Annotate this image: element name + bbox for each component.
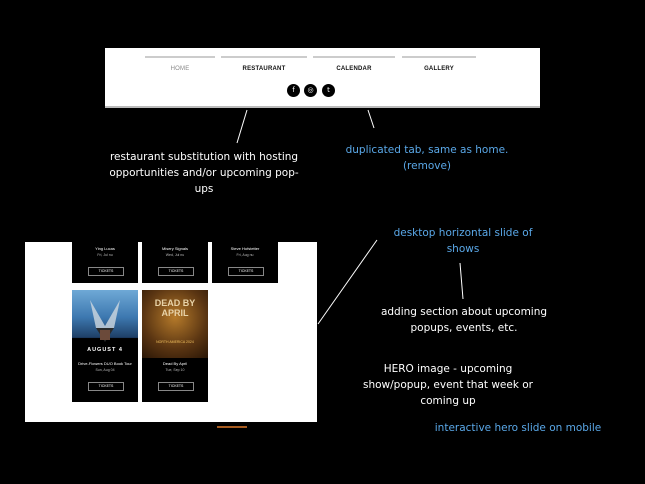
note-desktop-slide [375,225,551,257]
note-hero [350,361,546,409]
tab-restaurant-label: RESTAURANT [242,66,286,72]
section-pointer-line [460,263,463,299]
show-name: Dead By April [162,361,188,366]
show-card[interactable] [142,242,208,283]
note-restaurant-line3: ups [194,183,214,195]
show-card[interactable] [142,290,208,402]
note-restaurant [98,149,310,197]
tickets-button[interactable]: TICKETS [158,267,194,276]
note-duplicated-line2: (remove) [402,160,452,172]
show-card[interactable] [72,242,138,283]
note-restaurant-line2: opportunities and/or upcoming pop- [109,167,299,179]
tickets-button[interactable]: TICKETS [228,267,264,276]
note-restaurant-line1: restaurant substitution with hosting [109,151,299,163]
note-hero-line2: show/popup, event that week or [363,379,533,391]
show-name: Drive-Flowers DUO Book Tour [78,361,132,366]
show-card[interactable] [72,290,138,402]
note-popups-line2: popups, events, etc. [410,322,518,334]
note-hero-line3: coming up [420,395,476,407]
facebook-icon[interactable]: f [287,84,300,97]
note-desktop-slide-line1: desktop horizontal slide of [393,227,533,239]
note-hero-line1: HERO image - upcoming [383,363,513,375]
tab-home-label: HOME [170,66,190,72]
note-mobile: interactive hero slide on mobile [434,422,602,434]
show-date: Fri, Jul nu [97,253,113,257]
tickets-button[interactable]: TICKETS [88,267,124,276]
poster-date-text: AUGUST 4 [87,347,123,353]
note-popups-section [368,304,560,336]
tickets-button[interactable]: TICKETS [158,382,194,391]
show-date: Sun, Aug 04 [95,368,115,372]
shows-mockup [25,242,317,422]
show-date: Wed, Jul nu [165,253,185,257]
note-duplicated-line1: duplicated tab, same as home. [345,144,509,156]
note-desktop-slide-line2: shows [446,243,480,255]
note-popups-line1: adding section about upcoming [380,306,548,318]
show-name: Ying Lucas [95,246,115,251]
duplicated-pointer-line [368,110,374,128]
show-poster [142,290,208,358]
note-duplicated [336,142,518,174]
show-date: Fri, Aug nu [236,253,254,257]
show-date: Tue, Sep 10 [165,368,185,372]
restaurant-pointer-line [237,110,247,143]
tab-gallery-label: GALLERY [424,66,454,72]
poster-tour-text: NORTH AMERICA 2024 [156,340,194,344]
poster-band-text: DEAD BY APRIL [154,298,196,318]
show-name: Steve Hofstetter [230,246,260,251]
tab-calendar-label: CALENDAR [336,66,372,72]
instagram-icon[interactable]: ◎ [304,84,317,97]
show-poster [72,290,138,358]
show-card[interactable] [212,242,278,283]
twitter-icon[interactable]: t [322,84,335,97]
tickets-button[interactable]: TICKETS [88,382,124,391]
show-name: Misery Signals [161,246,188,251]
